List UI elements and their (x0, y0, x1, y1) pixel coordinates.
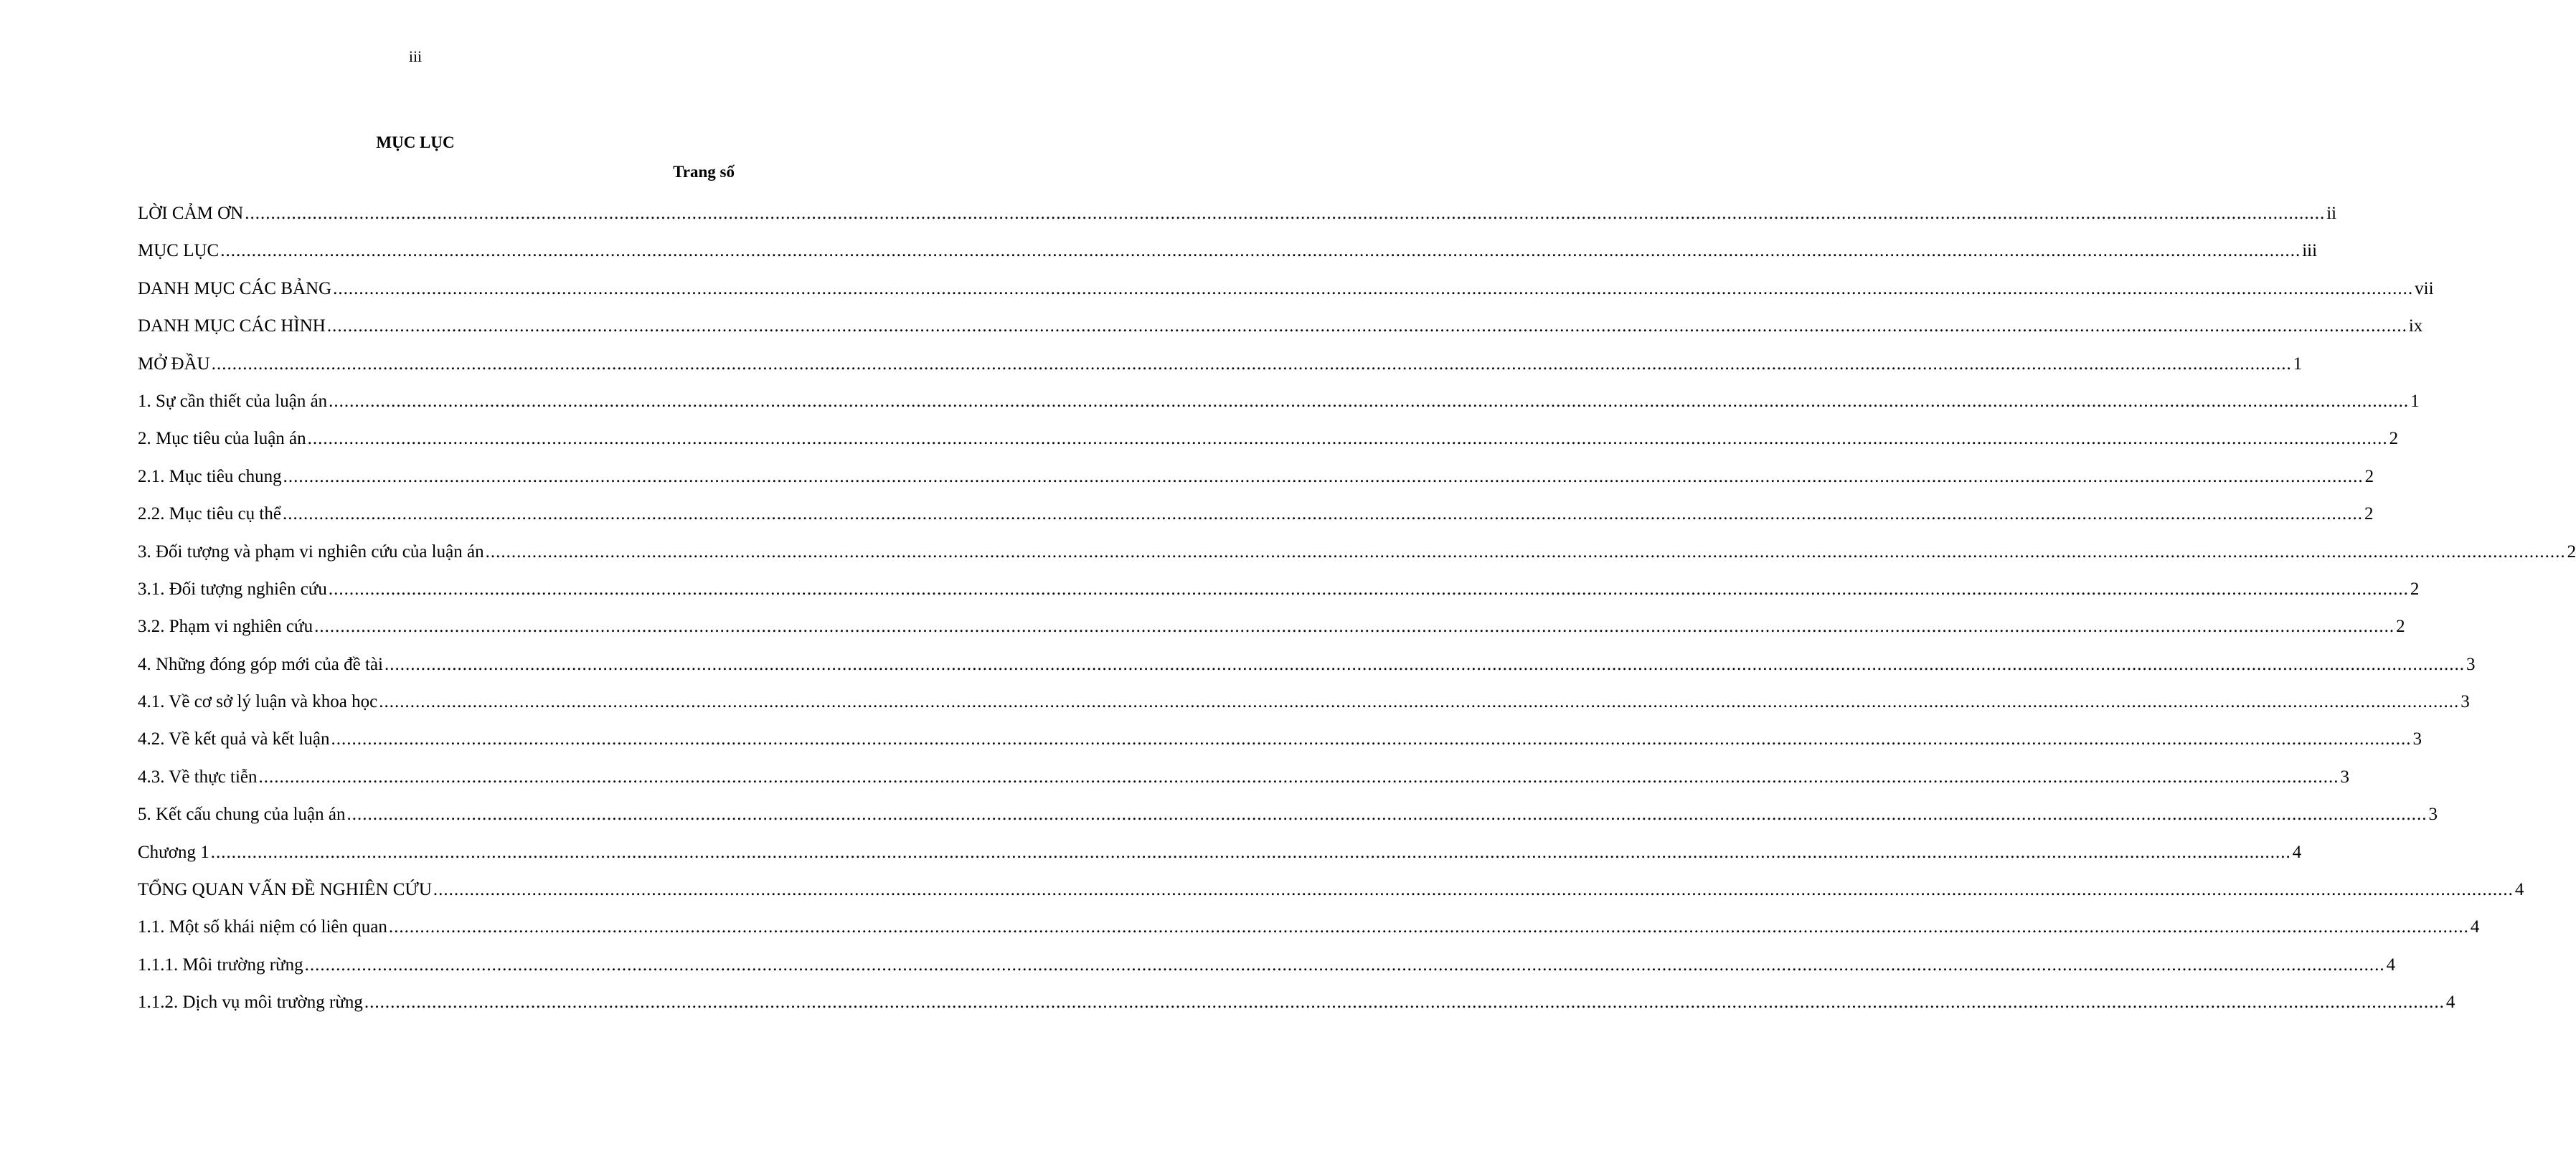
toc-dot-leader: ................................................................................................................................................................................................................................................................................................................................................................................................................ (282, 504, 2363, 524)
toc-dot-leader: ................................................................................................................................................................................................................................................................................................................................................................................................................ (329, 391, 2410, 411)
toc-entry[interactable] (138, 466, 2374, 503)
toc-entry-label: 4. Những đóng góp mới của đề tài (138, 654, 383, 674)
toc-entry[interactable] (138, 992, 2455, 1029)
toc-entry-page: 2 (2410, 579, 2420, 599)
toc-entry-label: 3.1. Đối tượng nghiên cứu (138, 579, 327, 599)
toc-entry-page: iii (2302, 241, 2318, 261)
toc-entry-label: LỜI CẢM ƠN (138, 204, 244, 223)
toc-entry-page: 2 (2396, 617, 2405, 637)
toc-entry-page: 1 (2293, 354, 2303, 374)
toc-entry-page: 2 (2567, 541, 2576, 562)
toc-dot-leader: ................................................................................................................................................................................................................................................................................................................................................................................................................ (258, 767, 2339, 787)
toc-entry-label: 4.1. Về cơ sở lý luận và khoa học (138, 692, 378, 712)
toc-entry[interactable] (138, 240, 2318, 278)
toc-dot-leader: ................................................................................................................................................................................................................................................................................................................................................................................................................ (328, 579, 2409, 599)
toc-entry-page: 1 (2410, 391, 2420, 411)
toc-entry[interactable] (138, 729, 2422, 766)
toc-entry-page: ii (2326, 204, 2337, 223)
page-column-header: Trang số (673, 163, 735, 181)
toc-entry[interactable] (138, 503, 2374, 541)
toc-dot-leader: ................................................................................................................................................................................................................................................................................................................................................................................................................ (307, 429, 2388, 449)
toc-dot-leader: ................................................................................................................................................................................................................................................................................................................................................................................................................ (331, 729, 2412, 749)
toc-entry-page: 3 (2461, 692, 2470, 712)
toc-entry-page: 3 (2412, 729, 2422, 749)
toc-dot-leader: ................................................................................................................................................................................................................................................................................................................................................................................................................ (283, 466, 2364, 486)
toc-entry-label: Chương 1 (138, 842, 209, 862)
toc-entry-page: vii (2415, 278, 2434, 298)
toc-dot-leader: ................................................................................................................................................................................................................................................................................................................................................................................................................ (379, 692, 2460, 712)
toc-entry[interactable] (138, 391, 2420, 428)
toc-entry-page: 4 (2470, 917, 2480, 937)
toc-entry[interactable] (138, 767, 2350, 804)
toc-dot-leader: ................................................................................................................................................................................................................................................................................................................................................................................................................ (333, 278, 2414, 298)
toc-entry-label: 1.1.2. Dịch vụ môi trường rừng (138, 993, 363, 1013)
toc-entry[interactable] (138, 316, 2423, 353)
toc-entry[interactable] (138, 541, 2576, 579)
page-title: MỤC LỤC (376, 133, 455, 151)
toc-entry-page: 3 (2428, 805, 2438, 825)
toc-entry[interactable] (138, 354, 2303, 391)
toc-dot-leader: ................................................................................................................................................................................................................................................................................................................................................................................................................ (433, 880, 2514, 900)
toc-entry[interactable] (138, 203, 2337, 240)
toc-dot-leader: ................................................................................................................................................................................................................................................................................................................................................................................................................ (245, 204, 2326, 223)
toc-entry-page: 4 (2514, 880, 2524, 900)
toc-entry[interactable] (138, 579, 2420, 616)
toc-entry-label: 5. Kết cấu chung của luận án (138, 805, 346, 825)
toc-entry-label: 3.2. Phạm vi nghiên cứu (138, 617, 313, 637)
toc-entry-label: 1.1.1. Môi trường rừng (138, 955, 303, 975)
toc-entry-label: DANH MỤC CÁC BẢNG (138, 278, 332, 298)
toc-dot-leader: ................................................................................................................................................................................................................................................................................................................................................................................................................ (211, 354, 2292, 374)
toc-entry-page: 3 (2340, 767, 2350, 787)
toc-entry-label: 1. Sự cần thiết của luận án (138, 391, 328, 411)
toc-dot-leader: ................................................................................................................................................................................................................................................................................................................................................................................................................ (346, 805, 2428, 825)
toc-entry-page: 2 (2364, 466, 2374, 486)
toc-entry-label: 2.1. Mục tiêu chung (138, 466, 282, 486)
toc-entry-label: 4.2. Về kết quả và kết luận (138, 729, 330, 749)
toc-entry[interactable] (138, 278, 2434, 316)
toc-entry[interactable] (138, 879, 2524, 917)
toc-entry-page: 4 (2445, 993, 2455, 1013)
table-of-contents (138, 203, 2576, 1030)
toc-entry-label: 2.2. Mục tiêu cụ thể (138, 504, 281, 524)
toc-dot-leader: ................................................................................................................................................................................................................................................................................................................................................................................................................ (314, 617, 2395, 637)
toc-entry[interactable] (138, 842, 2302, 879)
toc-entry-page: 4 (2386, 955, 2396, 975)
toc-entry-label: MỞ ĐẦU (138, 354, 210, 374)
toc-entry-page: 2 (2389, 429, 2399, 449)
toc-entry-page: 2 (2364, 504, 2374, 524)
toc-entry-label: TỔNG QUAN VẤN ĐỀ NGHIÊN CỨU (138, 880, 432, 900)
toc-entry-label: 2. Mục tiêu của luận án (138, 429, 306, 449)
toc-entry-label: MỤC LỤC (138, 241, 220, 261)
toc-entry[interactable] (138, 917, 2480, 954)
toc-entry-page: 3 (2466, 654, 2476, 674)
toc-entry[interactable] (138, 616, 2405, 653)
toc-dot-leader: ................................................................................................................................................................................................................................................................................................................................................................................................................ (364, 993, 2445, 1013)
toc-entry[interactable] (138, 804, 2438, 841)
toc-entry[interactable] (138, 654, 2476, 691)
toc-entry[interactable] (138, 691, 2470, 729)
toc-dot-leader: ................................................................................................................................................................................................................................................................................................................................................................................................................ (210, 842, 2291, 862)
toc-entry[interactable] (138, 428, 2399, 465)
page-number: iii (408, 47, 423, 65)
toc-entry-page: ix (2408, 316, 2423, 336)
toc-entry-label: 3. Đối tượng và phạm vi nghiên cứu của luận án (138, 541, 484, 562)
toc-dot-leader: ................................................................................................................................................................................................................................................................................................................................................................................................................ (304, 955, 2385, 975)
toc-dot-leader: ................................................................................................................................................................................................................................................................................................................................................................................................................ (220, 241, 2301, 261)
toc-entry-label: 4.3. Về thực tiễn (138, 767, 258, 787)
toc-entry-label: DANH MỤC CÁC HÌNH (138, 316, 326, 336)
toc-dot-leader: ................................................................................................................................................................................................................................................................................................................................................................................................................ (388, 917, 2469, 937)
toc-dot-leader: ................................................................................................................................................................................................................................................................................................................................................................................................................ (326, 316, 2407, 336)
toc-dot-leader: ................................................................................................................................................................................................................................................................................................................................................................................................................ (485, 541, 2566, 562)
toc-entry-label: 1.1. Một số khái niệm có liên quan (138, 917, 387, 937)
toc-entry-page: 4 (2292, 842, 2302, 862)
toc-entry[interactable] (138, 955, 2396, 992)
toc-dot-leader: ................................................................................................................................................................................................................................................................................................................................................................................................................ (384, 654, 2465, 674)
